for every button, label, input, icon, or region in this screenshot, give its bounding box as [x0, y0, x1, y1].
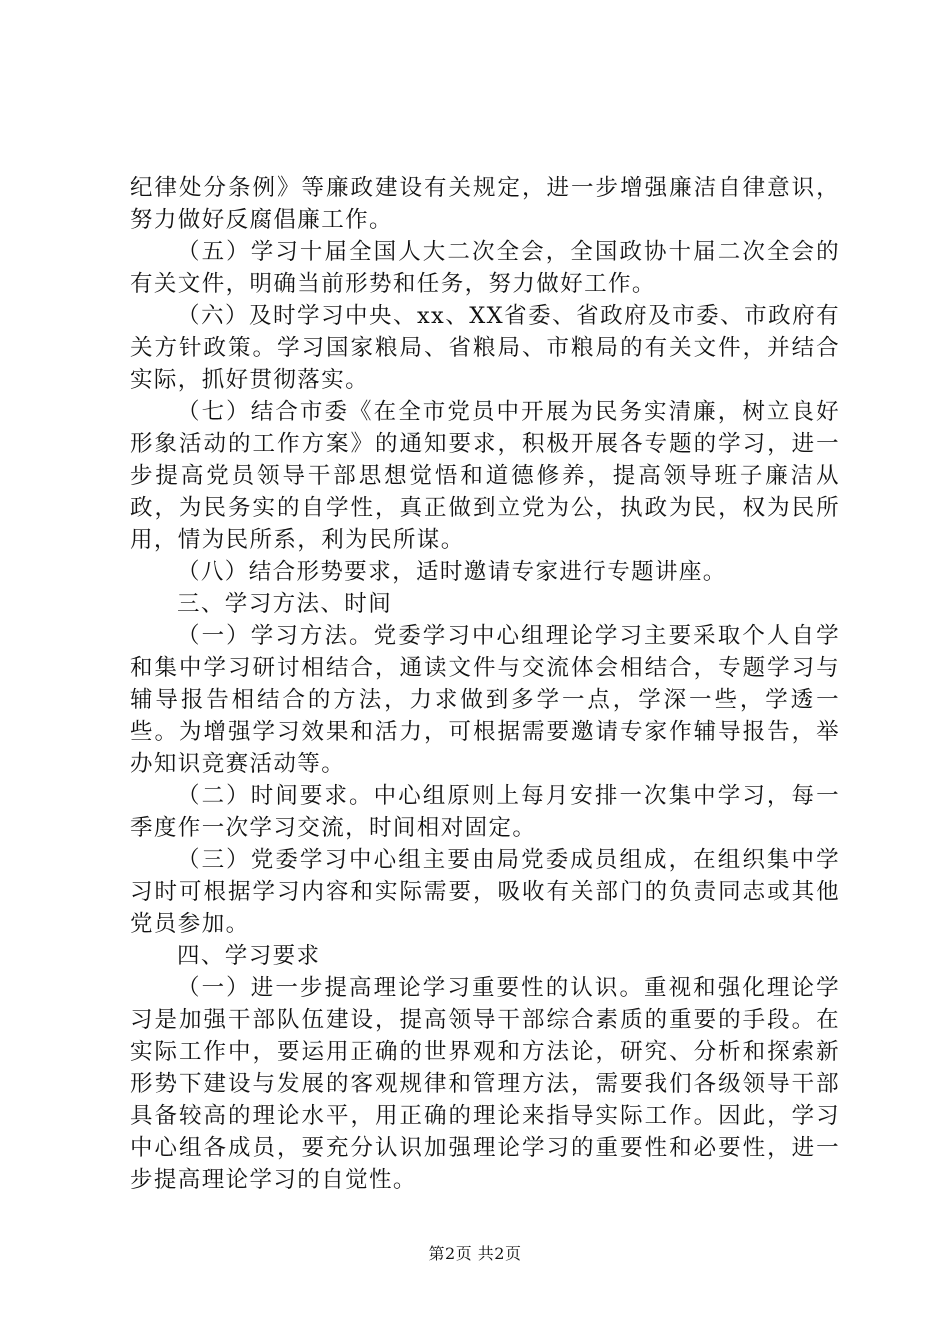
paragraph-method-1: （一）学习方法。党委学习中心组理论学习主要采取个人自学和集中学习研讨相结合，通读文件与交流体会相结合，专题学习与辅导报告相结合的方法，力求做到多学一点，学深一些，学透一些。为增强学习效果和活力，可根据需要邀请专家作辅导报告，举办知识竞赛活动等。	[130, 623, 840, 777]
paragraph-method-2: （二）时间要求。中心组原则上每月安排一次集中学习，每一季度作一次学习交流，时间相对固定。	[130, 783, 840, 841]
section-heading-requirements: 四、学习要求	[177, 943, 321, 969]
page-number-footer: 第2页 共2页	[428, 1244, 522, 1263]
paragraph-item-6: （六）及时学习中央、xx、XX省委、省政府及市委、市政府有关方针政策。学习国家粮局、省粮局、市粮局的有关文件，并结合实际，抓好贯彻落实。	[130, 303, 840, 393]
paragraph-item-5: （五）学习十届全国人大二次全会，全国政协十届二次全会的有关文件，明确当前形势和任务，努力做好工作。	[130, 239, 840, 297]
section-heading-methods: 三、学习方法、时间	[177, 591, 393, 617]
paragraph-item-7: （七）结合市委《在全市党员中开展为民务实清廉，树立良好形象活动的工作方案》的通知要求，积极开展各专题的学习，进一步提高党员领导干部思想觉悟和道德修养，提高领导班子廉洁从政，为民务实的自学性，真正做到立党为公，执政为民，权为民所用，情为民所系，利为民所谋。	[130, 399, 840, 553]
paragraph-requirement-1: （一）进一步提高理论学习重要性的认识。重视和强化理论学习是加强干部队伍建设，提高领导干部综合素质的重要的手段。在实际工作中，要运用正确的世界观和方法论，研究、分析和探索新形势下建设与发展的客观规律和管理方法，需要我们各级领导干部具备较高的理论水平，用正确的理论来指导实际工作。因此，学习中心组各成员，要充分认识加强理论学习的重要性和必要性，进一步提高理论学习的自觉性。	[130, 975, 840, 1193]
document-body	[130, 172, 840, 1196]
paragraph-method-3: （三）党委学习中心组主要由局党委成员组成，在组织集中学习时可根据学习内容和实际需要，吸收有关部门的负责同志或其他党员参加。	[130, 847, 840, 937]
paragraph-continuation: 纪律处分条例》等廉政建设有关规定，进一步增强廉洁自律意识，努力做好反腐倡廉工作。	[130, 175, 840, 233]
paragraph-item-8: （八）结合形势要求，适时邀请专家进行专题讲座。	[177, 559, 727, 585]
